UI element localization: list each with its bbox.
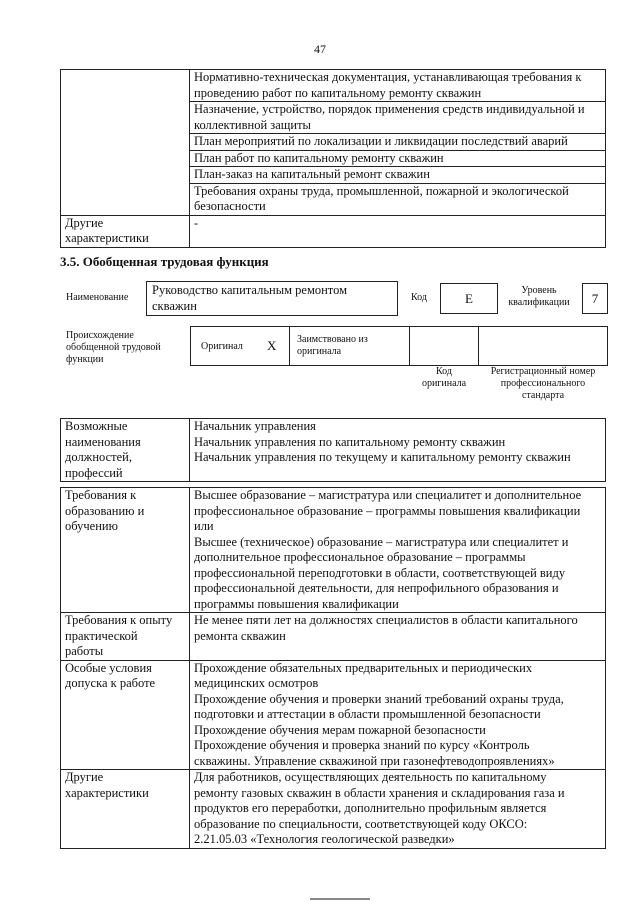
table-cell-empty	[61, 70, 190, 216]
cell-line: обучению	[65, 519, 118, 533]
cell-line: Требования охраны труда, промышленной, пожарной и экологической	[194, 183, 569, 198]
code-label: Код	[411, 292, 427, 303]
cell-line: Назначение, устройство, порядок применения средств индивидуальной и	[194, 102, 585, 116]
cell-line: характеристики	[65, 785, 149, 800]
cell-line: Для работников, осуществляющих деятельность по капитальному	[194, 770, 547, 784]
cell-line: или	[194, 519, 214, 533]
cell-line: образование по специальности, соответствующей коду ОКСО:	[194, 816, 528, 831]
name-value-line: Руководство капитальным ремонтом	[152, 283, 348, 297]
table-cell	[190, 70, 606, 102]
cell-line: профессий	[65, 465, 123, 480]
cell-line: Требования к	[65, 488, 137, 502]
cell-line: допуска к работе	[65, 676, 156, 690]
cell-line: Высшее (техническое) образование – магистратура или специалитет и	[194, 534, 569, 549]
cell-line: Требования к опыту	[65, 613, 173, 627]
level-label-line: Уровень	[521, 285, 557, 296]
requirements-table	[60, 487, 606, 849]
table-cell: -	[190, 215, 606, 247]
cell-line: дополнительное профессиональное образование – программы	[194, 550, 526, 564]
name-box	[146, 281, 398, 316]
cell-line: Не менее пяти лет на должностях специалистов в области капитального	[194, 613, 578, 627]
cell-line: 2.21.05.03 «Технология геологической разведки»	[194, 832, 455, 846]
code-caption-line: Код	[436, 366, 452, 377]
table-cell	[190, 183, 606, 215]
reg-caption-line: Регистрационный номер	[490, 366, 596, 377]
cell-line: продуктов его переработки, дополнительно профильным является	[194, 801, 547, 815]
table-row	[61, 613, 606, 661]
cell-line: Прохождение обучения и проверки знаний требований охраны труда,	[194, 691, 564, 706]
table-cell: План-заказ на капитальный ремонт скважин	[190, 167, 606, 184]
cell-line: безопасности	[194, 199, 266, 213]
cell-line: Начальник управления	[194, 419, 316, 433]
cell-line: ремонту газовых скважин в области хранения и складирования газа и	[194, 785, 565, 800]
cell-line: должностей,	[65, 450, 132, 464]
name-value-line: скважин	[152, 298, 197, 313]
cell-line: Возможные	[65, 419, 128, 433]
cell-line: проведению работ по капитальному ремонту скважин	[194, 85, 482, 100]
code-caption	[410, 366, 478, 390]
cell-line: профессиональной деятельности, для непрофильного образования и	[194, 581, 559, 595]
origin-label-line: обобщенной трудовой	[66, 342, 161, 353]
cell-line: Высшее образование – магистратура или специалитет и дополнительное	[194, 488, 582, 502]
original-mark: X	[267, 338, 277, 353]
borrowed-label-line: Заимствовано из	[297, 334, 368, 345]
cell-line: Другие	[65, 770, 104, 784]
page-number: 47	[314, 42, 326, 56]
cell-line: профессиональной переподготовки в области, соответствующей виду	[194, 565, 566, 580]
cell-line: Прохождение обучения мерам пожарной безопасности	[194, 722, 486, 737]
level-label	[505, 285, 573, 309]
requirement-value	[190, 613, 606, 661]
section-title: 3.5. Обобщенная трудовая функция	[60, 254, 269, 269]
cell-line: Начальник управления по капитальному ремонту скважин	[194, 434, 506, 449]
requirement-label	[61, 660, 190, 770]
cell-line: Нормативно-техническая документация, устанавливающая требования к	[194, 70, 582, 84]
knowledge-table	[60, 69, 606, 248]
requirement-value	[190, 660, 606, 770]
cell-line: Другие	[65, 215, 104, 230]
cell-line: подготовки и аттестации в области промышленной безопасности	[194, 707, 541, 721]
requirement-label	[61, 613, 190, 661]
requirement-value	[190, 488, 606, 613]
reg-caption-line: профессионального	[500, 378, 586, 389]
borrowed-label-line: оригинала	[297, 346, 342, 357]
requirement-value	[190, 770, 606, 849]
positions-label	[61, 419, 190, 482]
level-label-line: квалификации	[508, 297, 570, 308]
cell-line: скважины. Управление скважиной при газонефтеводопроявлениях»	[194, 753, 555, 768]
code-caption-line: оригинала	[421, 378, 467, 389]
cell-line: характеристики	[65, 231, 149, 245]
table-row	[61, 488, 606, 613]
requirement-label	[61, 770, 190, 849]
positions-table	[60, 418, 606, 482]
cell-line: Прохождение обучения и проверка знаний по курсу «Контроль	[194, 738, 530, 752]
origin-box	[190, 326, 608, 366]
reg-caption-line: стандарта	[521, 390, 565, 401]
cell-line: образованию и	[65, 503, 145, 518]
positions-values	[190, 419, 606, 482]
origin-label	[66, 330, 161, 366]
cell-line: практической	[65, 628, 138, 643]
cell-line: ремонта скважин	[194, 628, 286, 643]
reg-caption	[480, 366, 606, 402]
origin-label-line: функции	[66, 354, 104, 365]
table-row	[61, 215, 606, 247]
cell-line: профессиональное образование – программы повышения квалификации	[194, 503, 581, 518]
code-box	[440, 283, 498, 314]
borrowed-label	[297, 334, 368, 358]
requirement-label	[61, 488, 190, 613]
level-box	[582, 283, 608, 314]
table-cell: План мероприятий по локализации и ликвидации последствий аварий	[190, 134, 606, 151]
origin-label-line: Происхождение	[66, 330, 134, 341]
cell-line: работы	[65, 644, 104, 658]
table-row	[61, 660, 606, 770]
table-cell-label	[61, 215, 190, 247]
cell-line: наименования	[65, 434, 141, 449]
cell-line: медицинских осмотров	[194, 676, 319, 690]
table-cell: План работ по капитальному ремонту скважин	[190, 150, 606, 167]
level-value: 7	[591, 291, 599, 306]
cell-line: коллективной защиты	[194, 117, 311, 132]
table-row	[61, 419, 606, 482]
code-value: Е	[465, 291, 473, 306]
name-label: Наименование	[66, 292, 129, 303]
table-row	[61, 70, 606, 102]
cell-line: программы повышения квалификации	[194, 596, 399, 611]
table-row	[61, 770, 606, 849]
original-label: Оригинал	[201, 341, 243, 352]
cell-line: Начальник управления по текущему и капитальному ремонту скважин	[194, 450, 571, 464]
cell-line: Особые условия	[65, 660, 152, 675]
table-cell	[190, 102, 606, 134]
cell-line: Прохождение обязательных предварительных и периодических	[194, 660, 533, 675]
page-edge-mark	[310, 898, 370, 900]
